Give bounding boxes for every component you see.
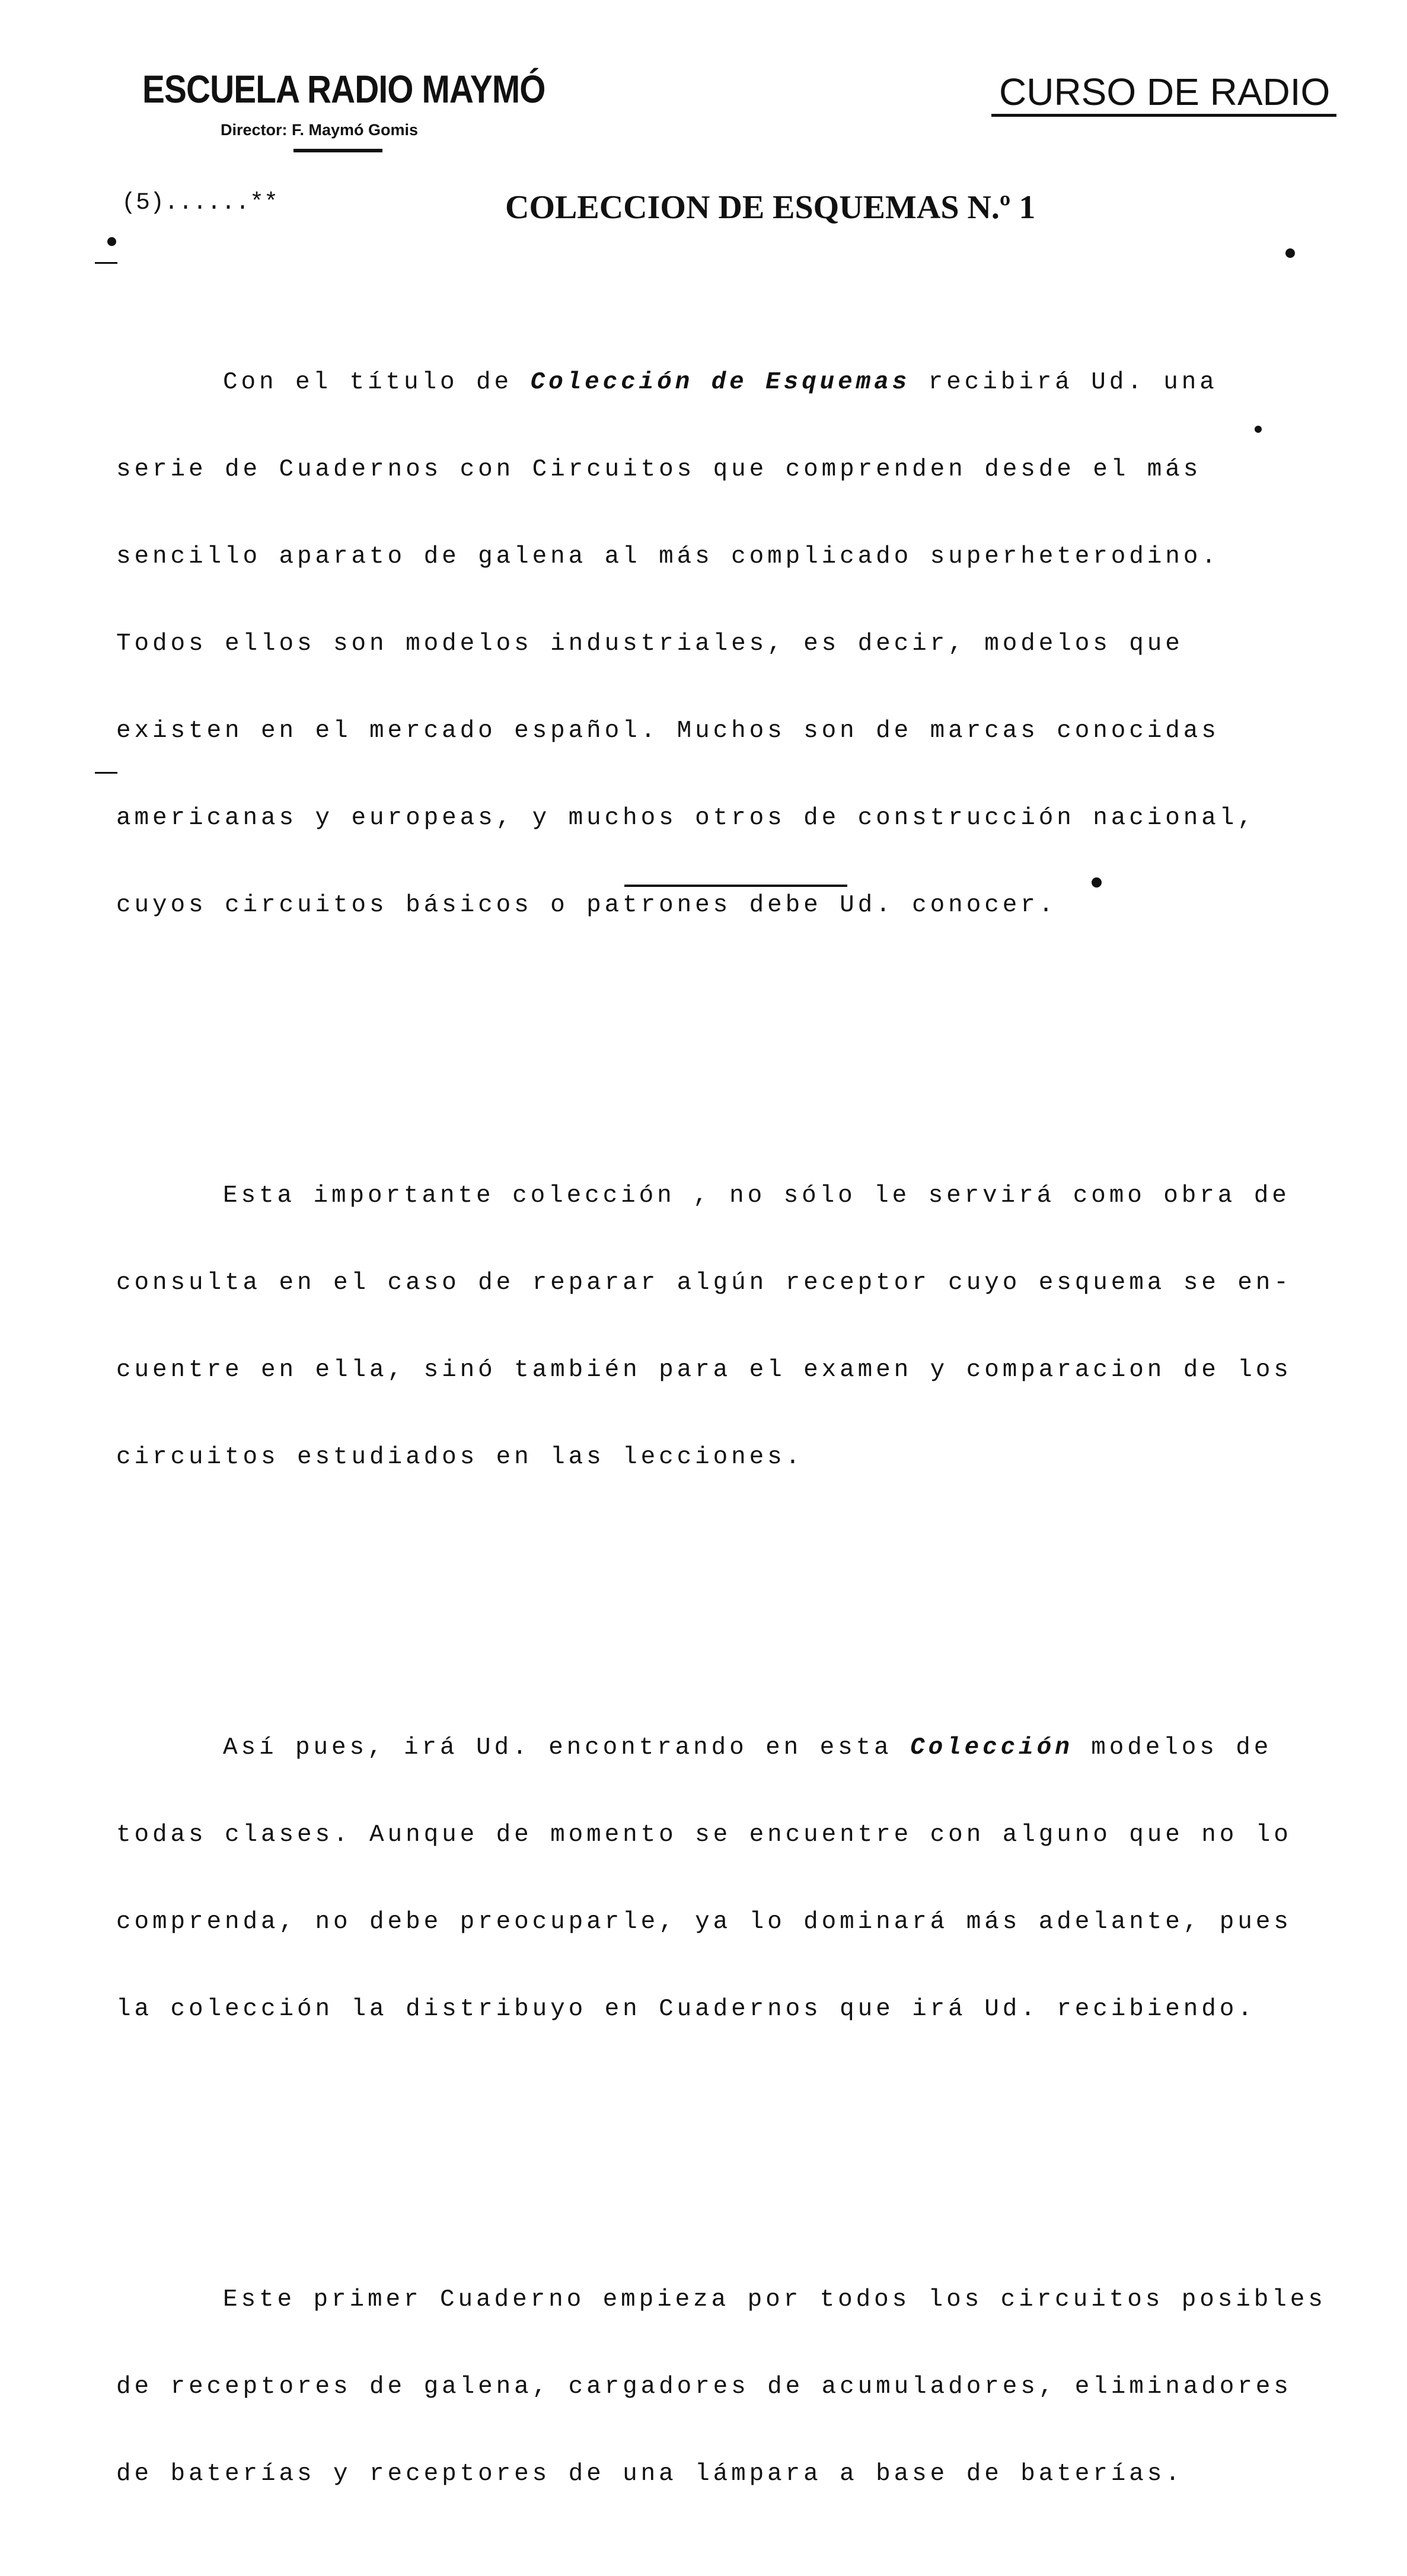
text-line: serie de Cuadernos con Circuitos que comprenden desde el más [116, 456, 1202, 483]
text-line: circuitos estudiados en las lecciones. [116, 1444, 804, 1471]
text-line: de receptores de galena, cargadores de acumuladores, eliminadores [116, 2373, 1292, 2401]
director-line: Director: F. Maymó Gomis [221, 121, 419, 139]
text-segment: Esta importante colección , no sólo le servirá como obra de [223, 1182, 1290, 1209]
closing-rule [624, 885, 847, 887]
scan-dot [1092, 877, 1102, 888]
text-line: cuentre en ella, sinó también para el examen y comparacion de los [116, 1356, 1292, 1384]
scan-dot [1285, 248, 1295, 258]
text-segment: Así pues, irá Ud. encontrando en esta [223, 1734, 911, 1761]
text-segment: recibirá Ud. una [910, 369, 1218, 396]
text-segment: Con el título de [223, 369, 531, 396]
course-title-underline [991, 114, 1336, 117]
text-line: existen en el mercado español. Muchos son de marcas conocidas [116, 717, 1220, 745]
paragraph [116, 2227, 1326, 2547]
text-line: comprenda, no debe preocuparle, ya lo dominará más adelante, pues [116, 1908, 1292, 1936]
text-line [116, 2285, 1326, 2315]
school-name: ESCUELA RADIO MAYMÓ [142, 67, 545, 111]
body-text [116, 252, 1326, 2576]
paragraph [116, 1123, 1326, 1530]
scan-dot [107, 237, 116, 246]
paragraph-gap [116, 1036, 1326, 1065]
text-segment: modelos de [1073, 1734, 1272, 1761]
text-segment: Este primer Cuaderno empieza por todos los circuitos posibles [223, 2286, 1326, 2313]
document-title: COLECCION DE ESQUEMAS N.º 1 [505, 189, 1036, 226]
text-line [116, 1182, 1326, 1211]
text-line [116, 368, 1326, 397]
text-line: Todos ellos son modelos industriales, es decir, modelos que [116, 630, 1183, 657]
text-line [116, 1734, 1326, 1763]
director-underline [293, 149, 382, 152]
text-line: consulta en el caso de reparar algún receptor cuyo esquema se en- [116, 1269, 1292, 1297]
course-title: CURSO DE RADIO [999, 71, 1331, 113]
paragraph-gap [116, 1588, 1326, 1617]
text-line: americanas y europeas, y muchos otros de construcción nacional, [116, 805, 1256, 832]
scan-dot [1255, 426, 1262, 433]
paragraph [116, 1675, 1326, 2082]
paragraph-gap [116, 2140, 1326, 2169]
scan-dash [95, 772, 117, 774]
scan-dash [95, 262, 117, 264]
paragraph [116, 310, 1326, 978]
text-line: la colección la distribuyo en Cuadernos que irá Ud. recibiendo. [116, 1996, 1256, 2023]
text-line: cuyos circuitos básicos o patrones debe Ud. conocer. [116, 892, 1057, 919]
text-line: todas clases. Aunque de momento se encuentre con alguno que no lo [116, 1821, 1292, 1849]
italic-title: Colección [910, 1734, 1073, 1761]
text-line: de baterías y receptores de una lámpara a base de baterías. [116, 2460, 1183, 2488]
italic-title: Colección de Esquemas [530, 369, 911, 396]
reference-code: (5)......** [122, 190, 279, 216]
text-line: sencillo aparato de galena al más complicado superheterodino. [116, 543, 1220, 570]
